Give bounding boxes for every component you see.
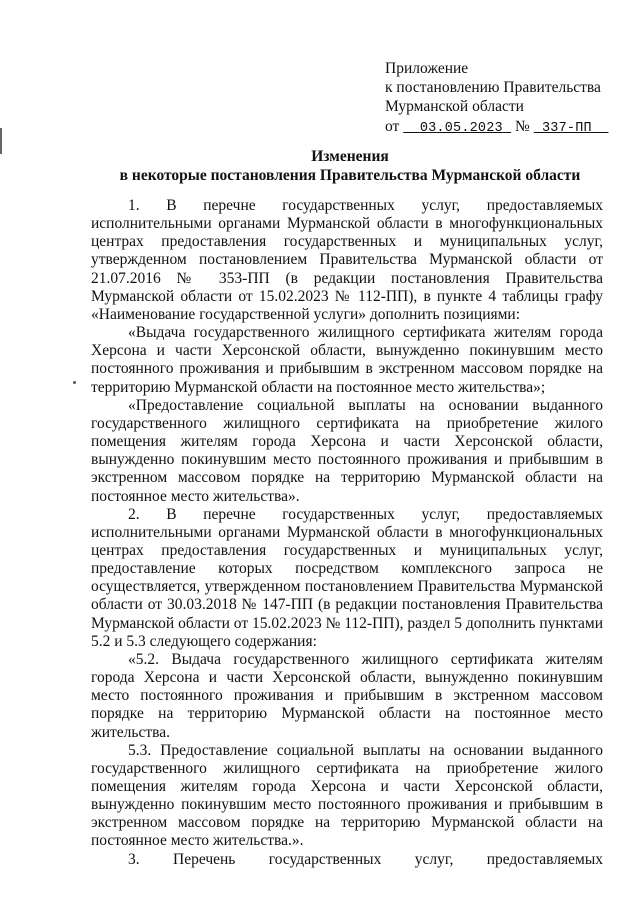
document-title: [60, 148, 640, 185]
paragraph-3: «Предоставление социальной выплаты на основании выданного государственного жилищного сертификата на приобретение жилого помещения жителям города Херсона и части Херсонской области, вынужденно покинувшим место постоянного проживания и прибывшим в экстренном массовом порядке на территорию Мурманской области на постоянное место жительства».: [91, 396, 603, 505]
appendix-date-line: [385, 117, 635, 138]
appendix-title: Приложение: [385, 60, 469, 77]
paragraph-5: «5.2. Выдача государственного жилищного сертификата жителям города Херсона и части Херсонской области, вынужденно покинувшим место постоянного проживания и прибывшим в экстренном массовом порядке на территорию Мурманской области на постоянное место жительства.: [91, 650, 603, 741]
appendix-header: [385, 59, 635, 138]
paragraph-6: 5.3. Предоставление социальной выплаты на основании выданного государственного жилищного сертификата на приобретение жилого помещения жителям города Херсона и части Херсонской области, вынужденно покинувшим место постоянного проживания и прибывшим в экстренном массовом порядке на территорию Мурманской области на постоянное место жительства.».: [91, 741, 603, 850]
document-body: [91, 197, 603, 869]
decree-date: 03.05.2023: [419, 120, 503, 136]
title-subheading: в некоторые постановления Правительства Мурманской области: [119, 166, 581, 184]
paragraph-1: 1. В перечне государственных услуг, предоставляемых исполнительными органами Мурманской области в многофункциональных центрах предоставления государственных и муниципальных услуг, утвержденном постановлением Правительства Мурманской области от 21.07.2016 № 353-ПП (в редакции постановления Правительства Мурманской области от 15.02.2023 № 112-ПП), в пункте 4 таблицы графу «Наименование государственной услуги» дополнить позициями:: [91, 197, 603, 323]
paragraph-4: 2. В перечне государственных услуг, предоставляемых исполнительными органами Мурманской области в многофункциональных центрах предоставления государственных и муниципальных услуг, предоставление которых посредством комплексного запроса не осуществляется, утвержденном постановлением Правительства Мурманской области от 30.03.2018 № 147-ПП (в редакции постановления Правительства Мурманской области от 15.02.2023 № 112-ПП), раздел 5 дополнить пунктами 5.2 и 5.3 следующего содержания:: [91, 505, 603, 650]
appendix-reference: к постановлению Правительства: [385, 79, 601, 97]
number-label: №: [515, 117, 530, 135]
from-label: от: [385, 117, 400, 135]
margin-mark: [0, 128, 2, 154]
decree-number: 337-ПП: [542, 120, 592, 136]
scan-speck: [73, 381, 76, 384]
title-heading: Изменения: [311, 148, 389, 165]
paragraph-7: 3. Перечень государственных услуг, предоставляемых: [128, 850, 603, 868]
appendix-region: Мурманской области: [385, 98, 524, 116]
paragraph-2: «Выдача государственного жилищного сертификата жителям города Херсона и части Херсонской области, вынужденно покинувшим место постоянного проживания и прибывшим в экстренном массовом порядке на территорию Мурманской области на постоянное место жительства»;: [91, 324, 603, 396]
